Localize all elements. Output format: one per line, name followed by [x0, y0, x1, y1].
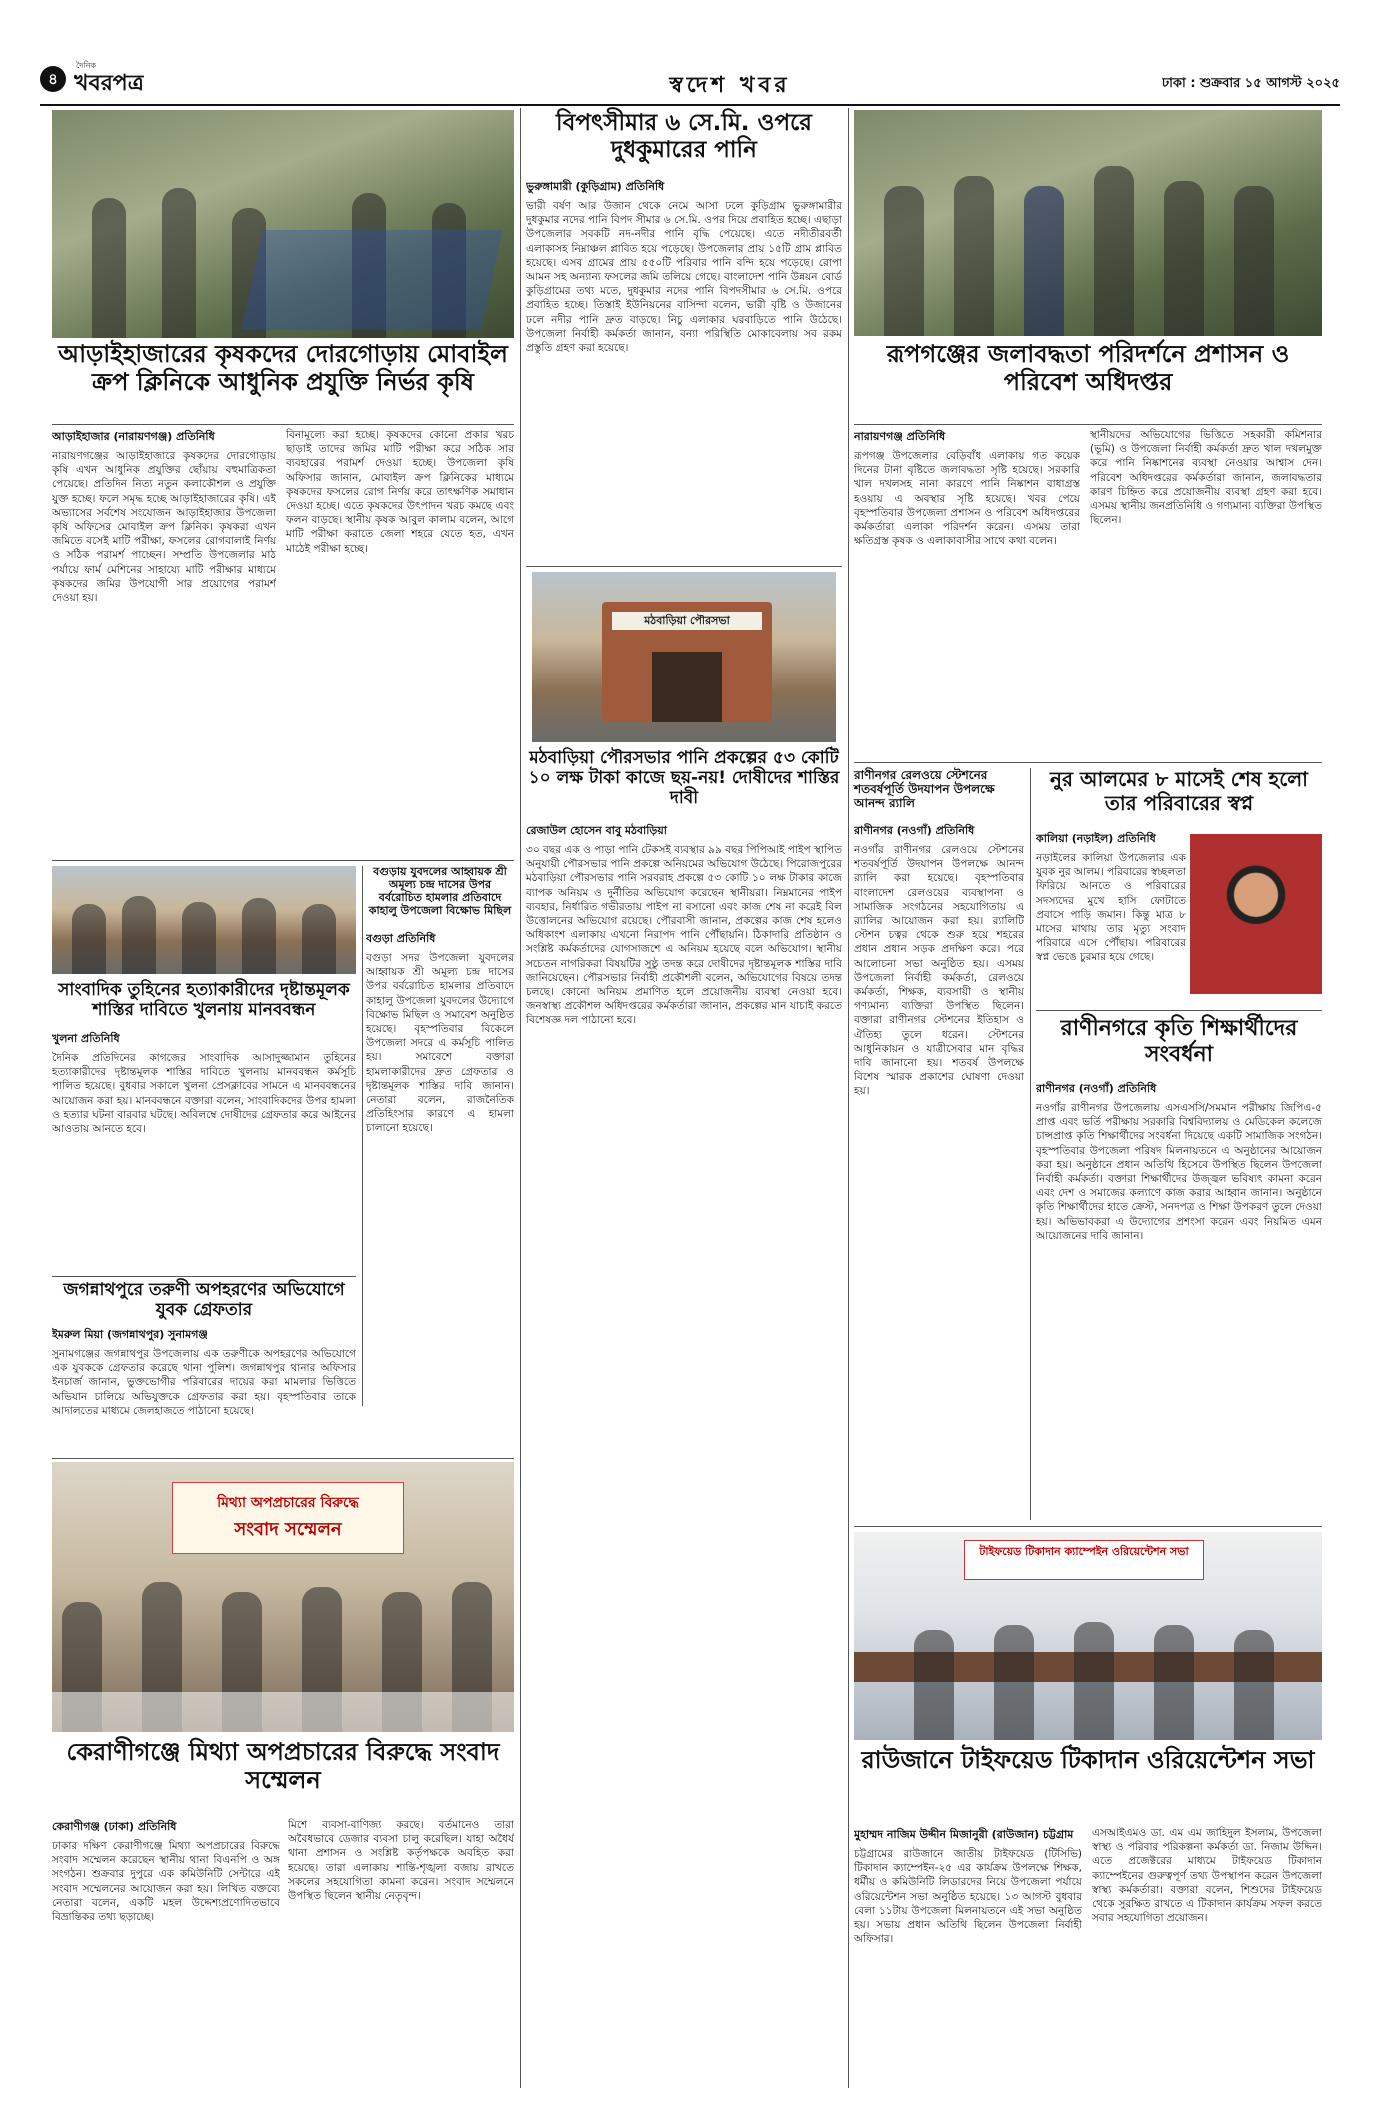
nur-portrait: [1190, 834, 1322, 994]
agri-article-left: [52, 428, 276, 858]
nur-headline: নুর আলমের ৮ মাসেই শেষ হলো তার পরিবারের স্বপ্ন: [1050, 767, 1308, 815]
flood-article: [526, 178, 842, 560]
banner-line-2: সংবাদ সম্মেলন: [234, 1519, 342, 1540]
keraniganj-body-b: মিশে ব্যবসা-বাণিজ্য করছে। বর্তমানেও তারা অবৈধভাবে ডেজার ব্যবসা চালু করেছিল। যাহা অধৈর্য থানা প্রশাসন ও সংশ্লিষ্ট কর্তৃপক্ষকে অবহিত করা হয়েছে। তারা এলাকায় শান্তি-শৃঙ্খলা বজায় রাখতে সকলের সহযোগিতা কামনা করেন। সংবাদ সম্মেলনে উপস্থিত ছিলেন স্থানীয় নেতৃবৃন্দ।: [288, 1819, 514, 1903]
mathbaria-photo: [532, 572, 836, 742]
nur-byline: কালিয়া (নড়াইল) প্রতিনিধি: [1036, 832, 1156, 845]
farm-photo: [52, 110, 514, 338]
flood-byline: ভুরুঙ্গামারী (কুড়িগ্রাম) প্রতিনিধি: [526, 180, 665, 193]
mathbaria-byline: রেজাউল হোসেন বাবু মঠবাড়িয়া: [526, 824, 667, 837]
bogura-body: বগুড়া সদর উপজেলা যুবদলের আহ্বায়ক শ্রী অমূল্য চন্দ্র দাসের উপর বর্বরোচিত হামলার প্রতিবাদে কাহালু উপজেলা যুবদলের উদ্যোগে বিক্ষোভ মিছিল ও সমাবেশ অনুষ্ঠিত হয়েছে। বৃহস্পতিবার বিকেলে উপজেলা সদরে এ কর্মসূচি পালিত হয়। সমাবেশে বক্তারা হামলাকারীদের দ্রুত গ্রেফতার ও দৃষ্টান্তমূলক শাস্তির দাবি জানান। নেতারা বলেন, রাজনৈতিক প্রতিহিংসার কারণে এ হামলা চালানো হয়েছে।: [366, 952, 514, 1135]
agri-body-b: বিনামূল্যে করা হচ্ছে। কৃষকদের কোনো প্রকার খরচ ছাড়াই তাদের জমির মাটি পরীক্ষা করে সঠিক সার ব্যবহারের পরামর্শ দেওয়া হচ্ছে। উপজেলা কৃষি অফিসার জানান, মোবাইল ক্রপ ক্লিনিকের মাধ্যমে কৃষকদের ফসলের রোগ নির্ণয় করে তাৎক্ষণিক সমাধান দেওয়া হচ্ছে। এতে কৃষকদের উৎপাদন খরচ কমছে এবং ফলন বাড়ছে। স্থানীয় কৃষক আবুল কালাম বলেন, আগে মাটি পরীক্ষা করাতে জেলা শহরে যেতে হত, এখন মাঠেই পরীক্ষা হচ্ছে।: [286, 429, 514, 555]
column-rule: [362, 866, 363, 1406]
rupganj-headline: রূপগঞ্জের জলাবদ্ধতা পরিদর্শনে প্রশাসন ও পরিবেশ অধিদপ্তর: [886, 340, 1290, 397]
section-rule: [52, 1458, 514, 1459]
raozan-headline: রাউজানে টাইফয়েড টিকাদান ওরিয়েন্টেশন সভা: [861, 1746, 1315, 1774]
keraniganj-photo-banner: [172, 1482, 404, 1554]
students-article: [1036, 1080, 1322, 1520]
banner-line-1: মিথ্যা অপপ্রচারের বিরুদ্ধে: [217, 1495, 359, 1511]
mathbaria-headline: মঠবাড়িয়া পৌরসভার পানি প্রকল্পের ৫৩ কোটি ১০ লক্ষ টাকা কাজে ছয়-নয়! দোষীদের শাস্তির দাবী: [528, 748, 840, 809]
raozan-byline: মুহাম্মদ নাজিম উদ্দীন মিজানুরী (রাউজান) চট্টগ্রাম: [854, 1828, 1074, 1841]
rupganj-byline: নারায়ণগঞ্জ প্রতিনিধি: [854, 430, 946, 443]
headline-rule: [52, 424, 514, 425]
ranirhat-headline: রাণীনগর রেলওয়ে স্টেশনের শতবর্ষপূর্তি উদযাপন উপলক্ষে আনন্দ র‍্যালি: [854, 768, 995, 811]
flood-headline: বিপৎসীমার ৬ সে.মি. ওপরে দুধকুমারের পানি: [556, 110, 812, 164]
jagannathpur-byline: ইমরুল মিয়া (জগন্নাথপুর) সুনামগঞ্জ: [52, 1328, 208, 1341]
municipality-gate: [602, 602, 772, 722]
section-title: স্বদেশ খবর: [669, 73, 791, 98]
dateline: ঢাকা : শুক্রবার ১৫ আগস্ট ২০২৫: [1161, 76, 1340, 91]
paper-prefix: দৈনিক: [76, 61, 97, 70]
masthead: [40, 58, 1340, 108]
flood-body: ভারী বর্ষণ আর উজান থেকে নেমে আসা ঢলে কুড়িগ্রাম ভুরুঙ্গামারীর দুধকুমার নদের পানি বিপদ সীমার ৬ সে.মি. ওপর দিয়ে প্রবাহিত হচ্ছে। এছাড়া উপজেলার সবকটি নদ-নদীর পানি বৃদ্ধি পেয়েছে। এতে নদীতীরবর্তী এলাকাসহ নিম্নাঞ্চল প্লাবিত হয়ে পড়েছে। উপজেলার প্রায় ১৫টি গ্রাম প্লাবিত হয়েছে। এসব গ্রামের প্রায় ৫৫০টি পরিবার পানি বন্দি হয়ে পড়েছে। রোপা আমন সহ অন্যান্য ফসলের জমি তলিয়ে গেছে। বাংলাদেশ পানি উন্নয়ন বোর্ড কুড়িগ্রামের তথ্য মতে, দুধকুমার নদের পানি বিপদসীমার ৬ সে.মি. ওপরে প্রবাহিত হচ্ছে। তিস্তাই ইউনিয়নের বাসিন্দা বলেন, ভারী বৃষ্টি ও উজানের ঢলে নদীর পানি দ্রুত বাড়ছে। নিচু এলাকার ঘরবাড়িতে পানি উঠেছে। উপজেলা নির্বাহী কর্মকর্তা জানান, বন্যা পরিস্থিতি মোকাবেলায় সব রকম প্রস্তুতি গ্রহণ করা হয়েছে।: [526, 200, 842, 355]
column-rule: [520, 108, 521, 2088]
ranirhat-byline: রাণীনগর (নওগাঁ) প্রতিনিধি: [854, 824, 975, 837]
students-headline: রাণীনগরে কৃতি শিক্ষার্থীদের সংবর্ধনা: [1060, 1016, 1298, 1067]
column-rule: [848, 108, 849, 2088]
ranirhat-body: নওগাঁর রাণীনগর রেলওয়ে স্টেশনের শতবর্ষপূর্তি উদযাপন উপলক্ষে আনন্দ র‍্যালি করা হয়েছে। বৃহস্পতিবার বাংলাদেশ রেলওয়ের ব্যবস্থাপনা ও সামাজিক সংগঠনের সহযোগিতায় এ র‍্যালির আয়োজন করা হয়। র‍্যালিটি স্টেশন চত্বর থেকে শুরু হয়ে শহরের প্রধান প্রধান সড়ক প্রদক্ষিণ করে। পরে আলোচনা সভা অনুষ্ঠিত হয়। এসময় উপজেলা নির্বাহী কর্মকর্তা, রেলওয়ে কর্মকর্তা, শিক্ষক, ব্যবসায়ী ও স্থানীয় গণ্যমান্য ব্যক্তিরা উপস্থিত ছিলেন। বক্তারা রাণীনগর স্টেশনের ইতিহাস ও ঐতিহ্য তুলে ধরেন। স্টেশনের আধুনিকায়ন ও যাত্রীসেবার মান বৃদ্ধির দাবি জানানো হয়। শতবর্ষ উপলক্ষে বিশেষ স্মারক প্রকাশের ঘোষণা দেওয়া হয়।: [854, 844, 1024, 1098]
agri-article-right: [286, 428, 514, 858]
agri-byline: আড়াইহাজার (নারায়ণগঞ্জ) প্রতিনিধি: [52, 430, 215, 443]
bogura-headline: বগুড়ায় যুবদলের আহ্বায়ক শ্রী অমূল্য চন্দ্র দাসের উপর বর্বরোচিত হামলার প্রতিবাদে কাহালু উপজেলা বিক্ষোভ মিছিল: [368, 865, 512, 917]
keraniganj-article-right: [288, 1818, 514, 2078]
ranirhat-article: [854, 822, 1024, 1520]
section-rule: [1036, 1010, 1322, 1011]
rupganj-article-right: [1090, 428, 1322, 758]
column-rule: [1030, 768, 1031, 1520]
khulna-body: দৈনিক প্রতিদিনের কাগজের সাংবাদিক আসাদুজ্জামান তুহিনের হত্যাকারীদের দৃষ্টান্তমূলক শাস্তির দাবিতে খুলনায় মানববন্ধন কর্মসূচি পালিত হয়েছে। বুধবার সকালে খুলনা প্রেসক্লাবের সামনে এ মানববন্ধনের আয়োজন করা হয়। মানববন্ধনে বক্তারা বলেন, সাংবাদিকদের উপর হামলা ও হত্যার ঘটনা বারবার ঘটছে। অবিলম্বে দোষীদের গ্রেফতার করে আইনের আওতায় আনতে হবে।: [52, 1052, 356, 1136]
keraniganj-body-a: ঢাকার দক্ষিণ কেরাণীগঞ্জে মিথ্যা অপপ্রচারের বিরুদ্ধে সংবাদ সম্মেলন করেছেন স্থানীয় থানা বিএনপি ও অঙ্গ সংগঠন। শুক্রবার দুপুরে এক কমিউনিটি সেন্টারে এই সংবাদ সম্মেলনের আয়োজন করা হয়। লিখিত বক্তব্যে নেতারা বলেন, একটি মহল উদ্দেশ্যপ্রণোদিতভাবে বিভ্রান্তিকর তথ্য ছড়াচ্ছে।: [52, 1840, 280, 1924]
jagannathpur-body: সুনামগঞ্জের জগন্নাথপুর উপজেলায় এক তরুণীকে অপহরণের অভিযোগে এক যুবককে গ্রেফতার করেছে থানা পুলিশ। জগন্নাথপুর থানার অফিসার ইনচার্জ জানান, ভুক্তভোগীর পরিবারের দায়ের করা মামলার ভিত্তিতে অভিযান চালিয়ে অভিযুক্তকে গ্রেফতার করা হয়। বৃহস্পতিবার তাকে আদালতের মাধ্যমে জেলহাজতে পাঠানো হয়েছে।: [52, 1348, 356, 1417]
khulna-headline: সাংবাদিক তুহিনের হত্যাকারীদের দৃষ্টান্তমূলক শাস্তির দাবিতে খুলনায় মানববন্ধন: [58, 980, 350, 1021]
raozan-photo-banner: টাইফয়েড টিকাদান ক্যাম্পেইন ওরিয়েন্টেশন সভা: [964, 1540, 1204, 1580]
paper-name: খবরপত্র: [74, 71, 144, 96]
rupganj-body-b: স্থানীয়দের অভিযোগের ভিত্তিতে সহকারী কমিশনার (ভূমি) ও উপজেলা নির্বাহী কর্মকর্তা দ্রুত খাল দখলমুক্ত করে পানি নিষ্কাশনের ব্যবস্থা নেওয়ার আশ্বাস দেন। পরিবেশ অধিদপ্তরের কর্মকর্তারা জানান, জলাবদ্ধতার কারণ চিহ্নিত করে প্রয়োজনীয় ব্যবস্থা গ্রহণ করা হবে। এসময় স্থানীয় জনপ্রতিনিধি ও গণ্যমান্য ব্যক্তিরা উপস্থিত ছিলেন।: [1090, 429, 1322, 527]
headline-rule: [854, 424, 1322, 425]
raozan-body-a: চট্টগ্রামের রাউজানে জাতীয় টাইফয়েড (টিসিভি) টিকাদান ক্যাম্পেইন-২৫ এর কার্যক্রম উপলক্ষে শিক্ষক, ধর্মীয় ও কমিউনিটি লিডারদের নিয়ে উপজেলা পর্যায়ে ওরিয়েন্টেশন সভা অনুষ্ঠিত হয়েছে। ১৩ আগস্ট বুধবার বেলা ১১টায় উপজেলা মিলনায়তনে এই সভা অনুষ্ঠিত হয়। সভায় প্রধান অতিথি ছিলেন উপজেলা নির্বাহী অফিসার।: [854, 1848, 1082, 1946]
mathbaria-article: [526, 822, 842, 2078]
agri-body-a: নারায়ণগঞ্জের আড়াইহাজারে কৃষকদের দোরগোড়ায় কৃষি এখন আধুনিক প্রযুক্তির ছোঁয়ায় বহুমাত্রিকতা পেয়েছে। প্রতিদিন নিত্য নতুন কলাকৌশল ও প্রযুক্তি যুক্ত হচ্ছে। ফলে সমৃদ্ধ হচ্ছে আড়াইহাজারের কৃষি। এই অভ্যাসের সর্বশেষ সংযোজন আড়াইহাজার উপজেলা কৃষি অফিসের মোবাইল ক্রপ ক্লিনিক। কৃষকরা এখন জমিতে বসেই মাটি পরীক্ষা, ফসলের রোগবালাই নির্ণয় ও সঠিক পরামর্শ পাচ্ছেন। সম্প্রতি উপজেলার মাঠ পর্যায়ে ফার্ম মেশিনের সাহায্যে মাটি পরীক্ষার মাধ্যমে কৃষকদের জমির উপযোগী সার প্রয়োগের পরামর্শ দেওয়া হয়।: [52, 450, 276, 605]
raozan-article-right: [1092, 1826, 1322, 2078]
keraniganj-photo: [52, 1462, 514, 1732]
jagannathpur-article: [52, 1326, 356, 1454]
khulna-article: [52, 1030, 356, 1270]
jagannathpur-headline: জগন্নাথপুরে তরুণী অপহরণের অভিযোগে যুবক গ্রেফতার: [63, 1280, 345, 1321]
section-rule: [854, 762, 1322, 763]
keraniganj-headline: কেরাণীগঞ্জে মিথ্যা অপপ্রচারের বিরুদ্ধে সংবাদ সম্মেলন: [66, 1738, 500, 1795]
rupganj-body-a: রূপগঞ্জ উপজেলার বেড়িবাঁধ এলাকায় গত কয়েক দিনের টানা বৃষ্টিতে জলাবদ্ধতা সৃষ্টি হয়েছে। সরকারি খাল দখলসহ নানা কারণে পানি নিষ্কাশন বাধাগ্রস্ত হওয়ায় এ অবস্থার সৃষ্টি হয়েছে। খবর পেয়ে বৃহস্পতিবার উপজেলা প্রশাসন ও পরিবেশ অধিদপ্তরের কর্মকর্তারা এলাকা পরিদর্শন করেন। এসময় তারা ক্ষতিগ্রস্ত কৃষক ও এলাকাবাসীর সাথে কথা বলেন।: [854, 450, 1080, 548]
raozan-body-b: এসআইএমও ডা. এম এম জাহিদুল ইসলাম, উপজেলা স্বাস্থ্য ও পরিবার পরিকল্পনা কর্মকর্তা ডা. নিজাম উদ্দিন। এতে প্রজেক্টরের মাধ্যমে টাইফয়েড টিকাদান ক্যাম্পেইনের গুরুত্বপূর্ণ তথ্য উপস্থাপন করেন উপজেলা স্বাস্থ্য কর্মকর্তারা। বক্তারা বলেন, শিশুদের টাইফয়েড থেকে সুরক্ষিত রাখতে এ টিকাদান কার্যক্রম সফল করতে সবার সহযোগিতা প্রয়োজন।: [1092, 1827, 1322, 1925]
keraniganj-article-left: [52, 1818, 280, 2078]
masthead-rule: [40, 104, 1340, 106]
nur-article: [1036, 830, 1186, 1010]
raozan-article-left: [854, 1826, 1082, 2078]
nur-body: নড়াইলের কালিয়া উপজেলার এক যুবক নুর আলম। পরিবারের স্বচ্ছলতা ফিরিয়ে আনতে ও পরিবারের সদস্যদের মুখে হাসি ফোটাতে প্রবাসে পাড়ি জমান। কিন্তু মাত্র ৮ মাসের মাথায় তার মৃত্যু সংবাদ পরিবারে এসে পৌঁছায়। পরিবারের স্বপ্ন ভেঙে চুরমার হয়ে গেছে।: [1036, 852, 1186, 964]
section-rule: [526, 566, 842, 567]
mathbaria-body: ৩০ বছর এক ও পাড়া পানি টেকসই ব্যবস্থার ৯৯ বছর পিপিআই পাইপ স্থাপিত অনুযায়ী পৌরসভার পানি প্রকল্পে অনিয়মের অভিযোগ উঠেছে। পিরোজপুরের মঠবাড়িয়া পৌরসভার পানি সরবরাহ প্রকল্পে ৫৩ কোটি ১০ লক্ষ টাকার কাজে ব্যাপক অনিয়ম ও দুর্নীতির অভিযোগ করেছেন স্থানীয়রা। নিম্নমানের পাইপ ব্যবহার, নির্ধারিত গভীরতায় পাইপ না বসানো এবং কাজ শেষ না করেই বিল উত্তোলনের অভিযোগ রয়েছে। পৌরবাসী জানান, প্রকল্পের কাজ শেষ হলেও অধিকাংশ এলাকায় এখনো নিরাপদ পানি পৌঁছায়নি। ঠিকাদারি প্রতিষ্ঠান ও সংশ্লিষ্ট কর্মকর্তাদের যোগসাজশে এ অনিয়ম হয়েছে বলে অভিযোগ। স্থানীয় সচেতন নাগরিকরা বিষয়টির সুষ্ঠু তদন্ত করে দোষীদের দৃষ্টান্তমূলক শাস্তির দাবি জানিয়েছেন। পৌরসভার নির্বাহী প্রকৌশলী বলেন, অভিযোগের বিষয়ে তদন্ত চলছে। কোনো অনিয়ম প্রমাণিত হলে প্রয়োজনীয় ব্যবস্থা নেওয়া হবে। জনস্বাস্থ্য প্রকৌশল অধিদপ্তরের কর্মকর্তারা জানান, প্রকল্পের মান যাচাই করতে বিশেষজ্ঞ দল পাঠানো হবে।: [526, 844, 842, 1027]
bogura-article: [366, 930, 514, 1406]
raozan-photo: [854, 1532, 1322, 1740]
keraniganj-byline: কেরাণীগঞ্জ (ঢাকা) প্রতিনিধি: [52, 1820, 177, 1833]
students-byline: রাণীনগর (নওগাঁ) প্রতিনিধি: [1036, 1082, 1157, 1095]
khulna-byline: খুলনা প্রতিনিধি: [52, 1032, 120, 1045]
rupganj-photo: [854, 110, 1322, 336]
agri-headline: আড়াইহাজারের কৃষকদের দোরগোড়ায় মোবাইল ক্রপ ক্লিনিকে আধুনিক প্রযুক্তি নির্ভর কৃষি: [58, 340, 508, 397]
page-number-badge: ৪: [40, 66, 66, 92]
section-rule: [854, 1526, 1322, 1527]
bogura-byline: বগুড়া প্রতিনিধি: [366, 932, 436, 945]
gate-sign: মঠবাড়িয়া পৌরসভা: [612, 612, 762, 630]
students-body: নওগাঁর রাণীনগর উপজেলায় এসএসসি/সমমান পরীক্ষায় জিপিএ-৫ প্রাপ্ত এবং ভর্তি পরীক্ষায় সরকারি বিশ্ববিদ্যালয় ও মেডিকেল কলেজে চান্সপ্রাপ্ত কৃতি শিক্ষার্থীদের সংবর্ধনা দিয়েছে একটি সামাজিক সংগঠন। বৃহস্পতিবার উপজেলা পরিষদ মিলনায়তনে এ অনুষ্ঠানের আয়োজন করা হয়। অনুষ্ঠানে প্রধান অতিথি হিসেবে উপস্থিত ছিলেন উপজেলা নির্বাহী কর্মকর্তা। বক্তারা শিক্ষার্থীদের উজ্জ্বল ভবিষ্যৎ কামনা করেন এবং দেশ ও সমাজের কল্যাণে কাজ করার আহ্বান জানান। অনুষ্ঠানে কৃতি শিক্ষার্থীদের হাতে ক্রেস্ট, সনদপত্র ও শিক্ষা উপকরণ তুলে দেওয়া হয়। অভিভাবকরা এ উদ্যোগের প্রশংসা করেন এবং নিয়মিত এমন আয়োজনের দাবি জানান।: [1036, 1102, 1322, 1242]
rupganj-article-left: [854, 428, 1080, 758]
section-rule: [52, 860, 514, 861]
khulna-photo: [52, 866, 356, 974]
section-rule: [52, 1276, 356, 1277]
